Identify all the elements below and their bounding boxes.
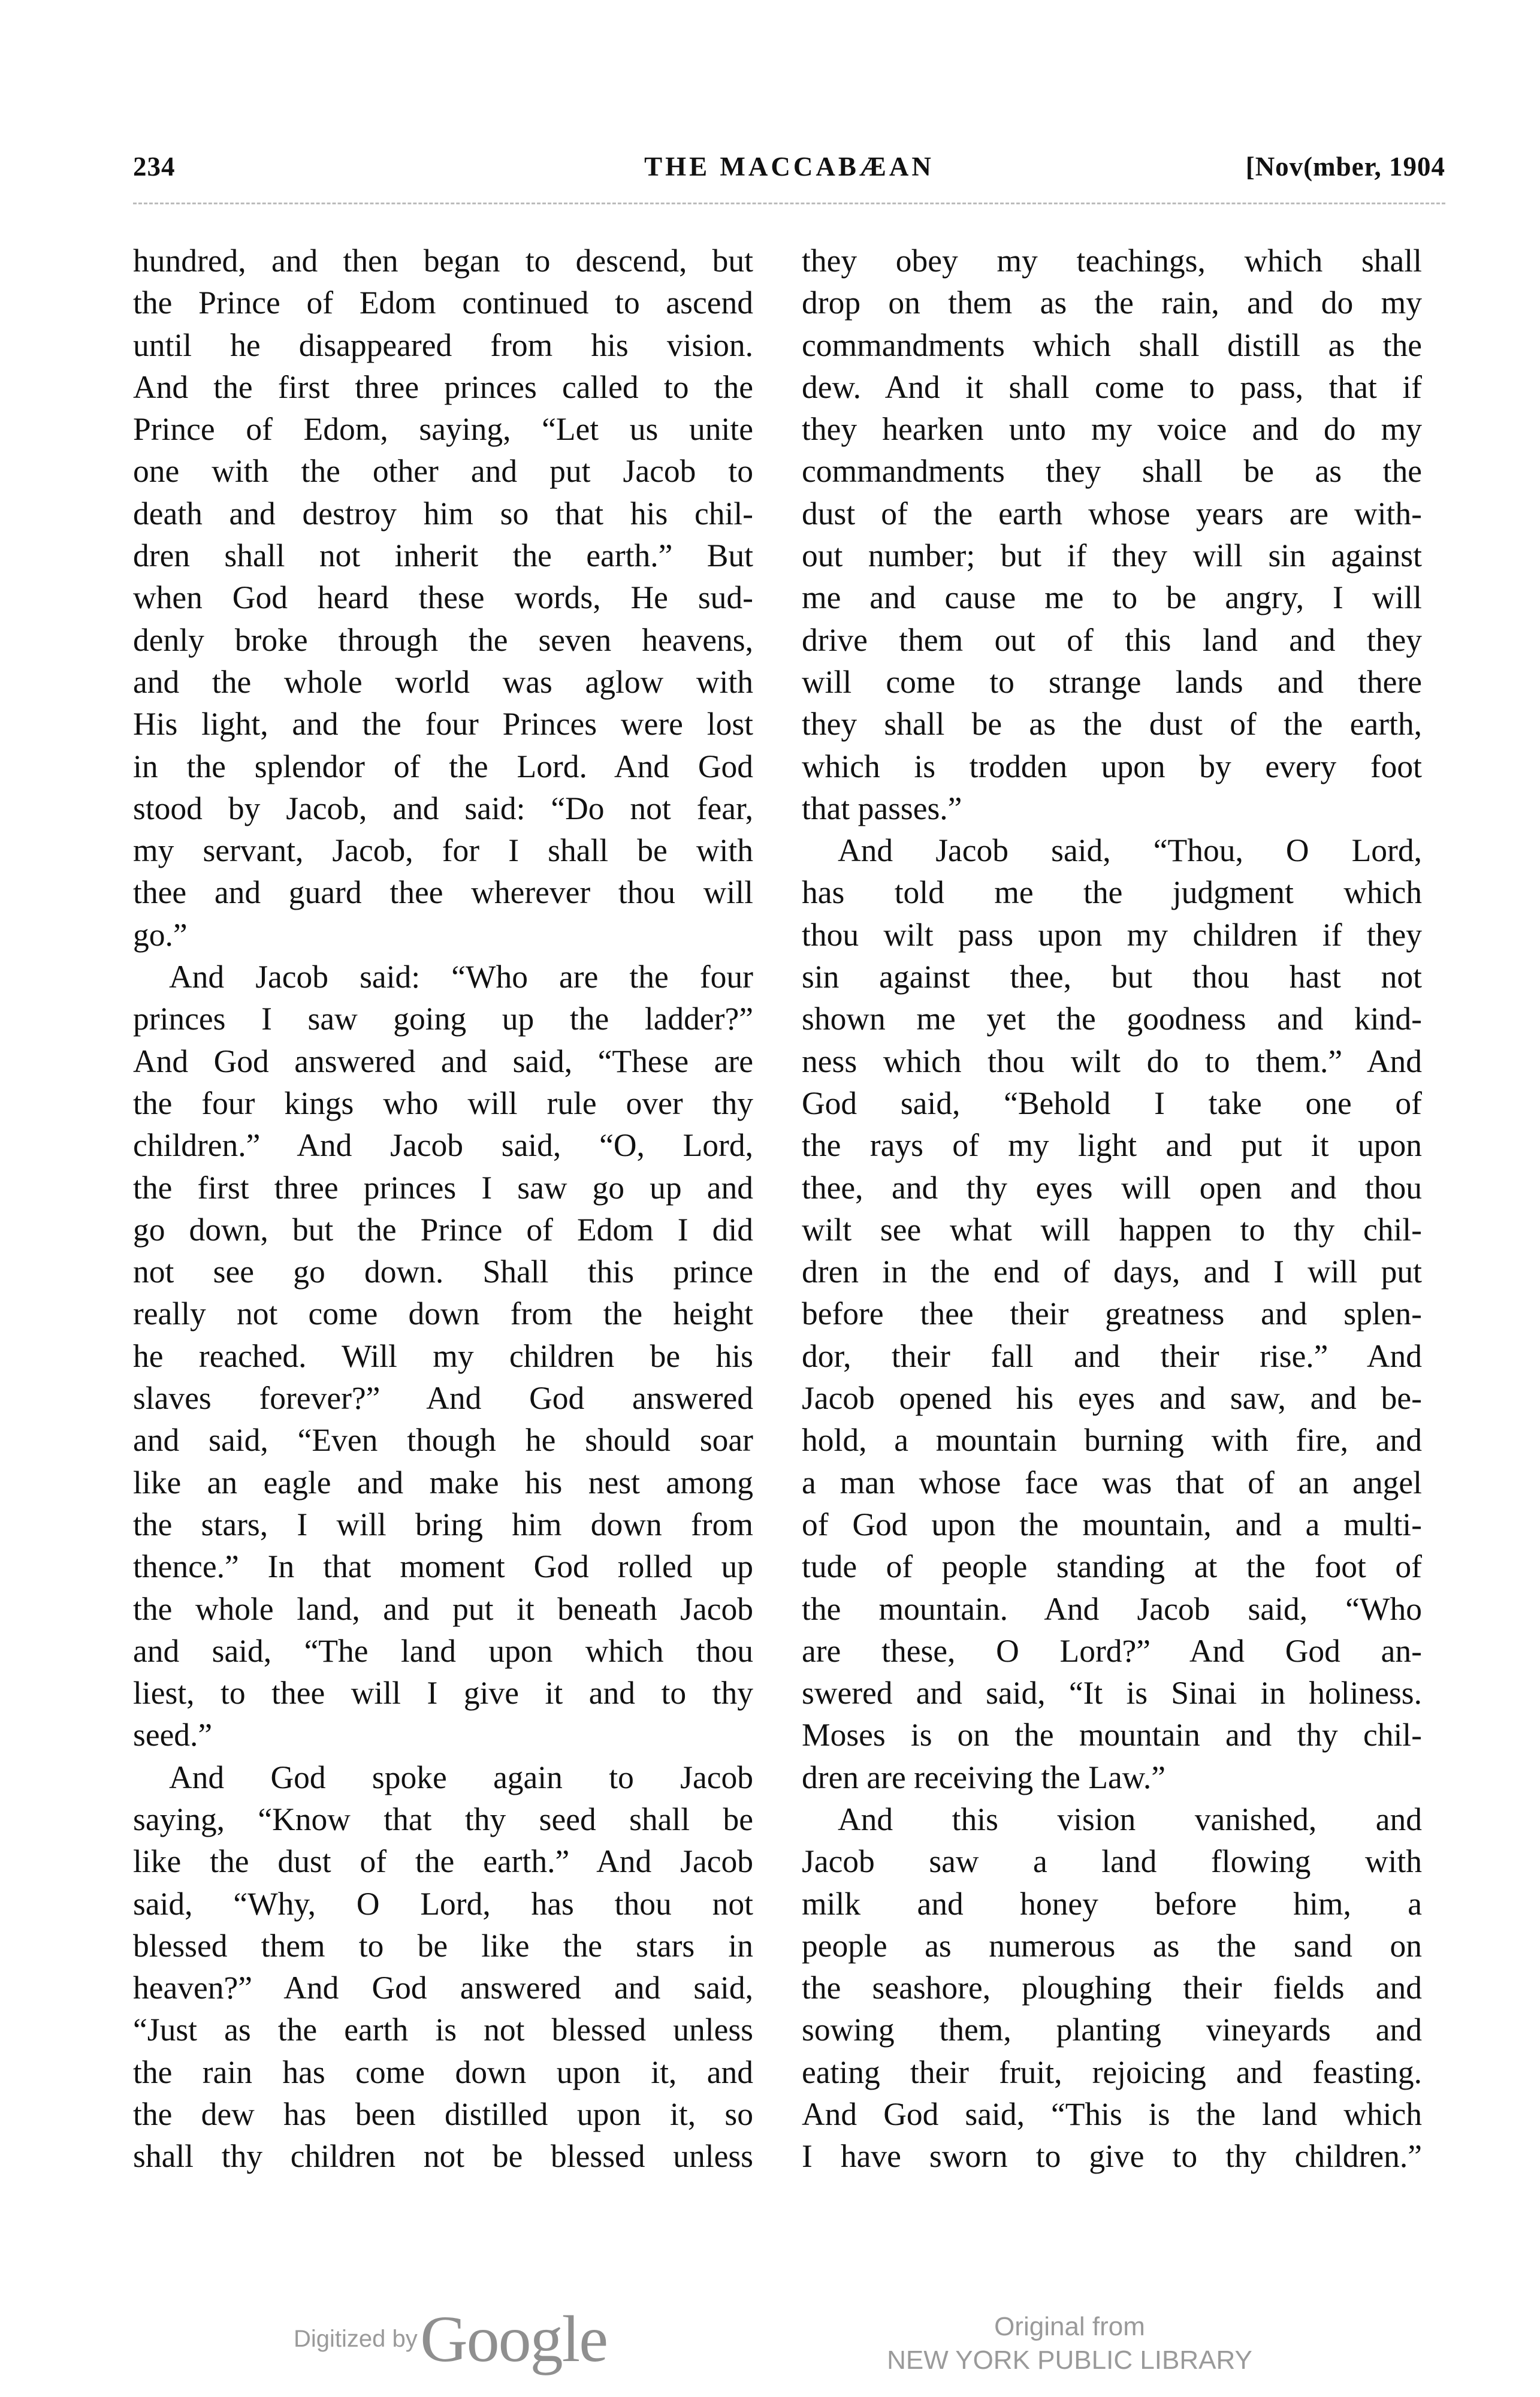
text-line: like the dust of the earth.” And Jacob [133,1843,753,1880]
left-column [133,240,753,2178]
text-line: are these, O Lord?” And God an- [802,1632,1422,1669]
google-logo: Google [420,2302,608,2375]
text-line: not see go down. Shall this prince [133,1254,753,1290]
text-line: in the splendor of the Lord. And God [133,748,753,784]
text-line: the stars, I will bring him down from [133,1506,753,1542]
publication-title: THE MACCABÆAN [644,152,934,182]
text-line: the rays of my light and put it upon [802,1127,1422,1164]
text-line: And God answered and said, “These are [133,1043,753,1079]
text-line: one with the other and put Jacob to [133,453,753,490]
text-line: me and cause me to be angry, I will [802,579,1422,616]
text-line: and the whole world was aglow with [133,663,753,700]
text-line: dor, their fall and their rise.” And [802,1338,1422,1374]
text-line: people as numerous as the sand on [802,1927,1422,1964]
text-line: dust of the earth whose years are with- [802,495,1422,532]
text-line: the seashore, ploughing their fields and [802,1970,1422,2006]
text-line: the four kings who will rule over thy [133,1085,753,1121]
text-line: thee and guard thee wherever thou will [133,874,753,911]
text-line: And God said, “This is the land which [802,2096,1422,2133]
text-line: princes I saw going up the ladder?” [133,1001,753,1037]
text-line: drive them out of this land and they [802,621,1422,658]
text-line: when God heard these words, He sud- [133,579,753,616]
text-line: will come to strange lands and there [802,663,1422,700]
text-line: hundred, and then began to descend, but [133,243,753,279]
text-line: saying, “Know that thy seed shall be [133,1801,753,1837]
text-line: the mountain. And Jacob said, “Who [802,1590,1422,1627]
text-line: out number; but if they will sin against [802,538,1422,574]
text-line: His light, and the four Princes were lost [133,706,753,742]
text-line: go.” [133,916,188,953]
text-line: Jacob saw a land flowing with [802,1843,1422,1880]
text-line: God said, “Behold I take one of [802,1085,1422,1121]
issue-date: [Nov(mber, 1904 [1245,152,1445,182]
text-line: thou wilt pass upon my children if they [802,916,1422,953]
text-line: they hearken unto my voice and do my [802,411,1422,448]
text-line: And Jacob said: “Who are the four [169,959,753,995]
header-rule [133,203,1445,204]
text-line: the whole land, and put it beneath Jacob [133,1590,753,1627]
text-line: eating their fruit, rejoicing and feasting. [802,2054,1422,2090]
text-line: like an eagle and make his nest among [133,1464,753,1501]
text-line: dren in the end of days, and I will put [802,1254,1422,1290]
text-line: really not come down from the height [133,1296,753,1332]
text-line: shown me yet the goodness and kind- [802,1001,1422,1037]
text-line: hold, a mountain burning with fire, and [802,1422,1422,1459]
text-line: and said, “Even though he should soar [133,1422,753,1459]
text-line: and said, “The land upon which thou [133,1632,753,1669]
page-number: 234 [133,152,176,182]
digitized-by-text: Digitized by [294,2326,418,2352]
text-line: drop on them as the rain, and do my [802,285,1422,321]
text-line: my servant, Jacob, for I shall be with [133,832,753,869]
text-line: wilt see what will happen to thy chil- [802,1211,1422,1248]
text-line: tude of people standing at the foot of [802,1548,1422,1585]
text-line: the dew has been distilled upon it, so [133,2096,753,2133]
library-name: NEW YORK PUBLIC LIBRARY [887,2345,1252,2375]
text-line: Moses is on the mountain and thy chil- [802,1717,1422,1753]
text-line: denly broke through the seven heavens, [133,621,753,658]
text-line: dren are receiving the Law.” [802,1759,1165,1795]
text-line: slaves forever?” And God answered [133,1380,753,1417]
text-line: dew. And it shall come to pass, that if [802,369,1422,405]
text-line: a man whose face was that of an angel [802,1464,1422,1501]
text-line: go down, but the Prince of Edom I did [133,1211,753,1248]
text-line: Prince of Edom, saying, “Let us unite [133,411,753,448]
text-line: stood by Jacob, and said: “Do not fear, [133,790,753,826]
text-line: thee, and thy eyes will open and thou [802,1169,1422,1206]
text-line: commandments which shall distill as the [802,327,1422,363]
text-line: “Just as the earth is not blessed unless [133,2012,753,2048]
text-line: said, “Why, O Lord, has thou not [133,1885,753,1922]
text-line: commandments they shall be as the [802,453,1422,490]
text-line: the Prince of Edom continued to ascend [133,285,753,321]
text-line: the first three princes I saw go up and [133,1169,753,1206]
text-line: ness which thou wilt do to them.” And [802,1043,1422,1079]
running-header [133,151,1445,193]
text-line: liest, to thee will I give it and to thy [133,1675,753,1711]
text-line: they shall be as the dust of the earth, [802,706,1422,742]
text-line: that passes.” [802,790,962,826]
right-column [802,240,1422,2178]
text-line: swered and said, “It is Sinai in holiness. [802,1675,1422,1711]
text-line: sowing them, planting vineyards and [802,2012,1422,2048]
text-line: Jacob opened his eyes and saw, and be- [802,1380,1422,1417]
original-from-text: Original from [994,2312,1145,2341]
text-line: until he disappeared from his vision. [133,327,753,363]
text-line: sin against thee, but thou hast not [802,959,1422,995]
text-line: the rain has come down upon it, and [133,2054,753,2090]
text-line: before thee their greatness and splen- [802,1296,1422,1332]
text-line: of God upon the mountain, and a multi- [802,1506,1422,1542]
text-line: shall thy children not be blessed unless [133,2138,753,2175]
text-line: they obey my teachings, which shall [802,243,1422,279]
text-line: he reached. Will my children be his [133,1338,753,1374]
text-line: which is trodden upon by every foot [802,748,1422,784]
text-line: And God spoke again to Jacob [169,1759,753,1795]
text-line: dren shall not inherit the earth.” But [133,538,753,574]
library-attribution [839,2310,1300,2377]
text-line: And Jacob said, “Thou, O Lord, [838,832,1422,869]
text-line: milk and honey before him, a [802,1885,1422,1922]
text-line: And this vision vanished, and [838,1801,1422,1837]
digitized-by-watermark [294,2301,607,2379]
text-line: death and destroy him so that his chil- [133,495,753,532]
text-line: thence.” In that moment God rolled up [133,1548,753,1585]
text-line: And the first three princes called to the [133,369,753,405]
text-line: blessed them to be like the stars in [133,1927,753,1964]
text-line: has told me the judgment which [802,874,1422,911]
text-line: children.” And Jacob said, “O, Lord, [133,1127,753,1164]
text-line: heaven?” And God answered and said, [133,1970,753,2006]
text-line: seed.” [133,1717,213,1753]
text-line: I have sworn to give to thy children.” [802,2138,1422,2175]
